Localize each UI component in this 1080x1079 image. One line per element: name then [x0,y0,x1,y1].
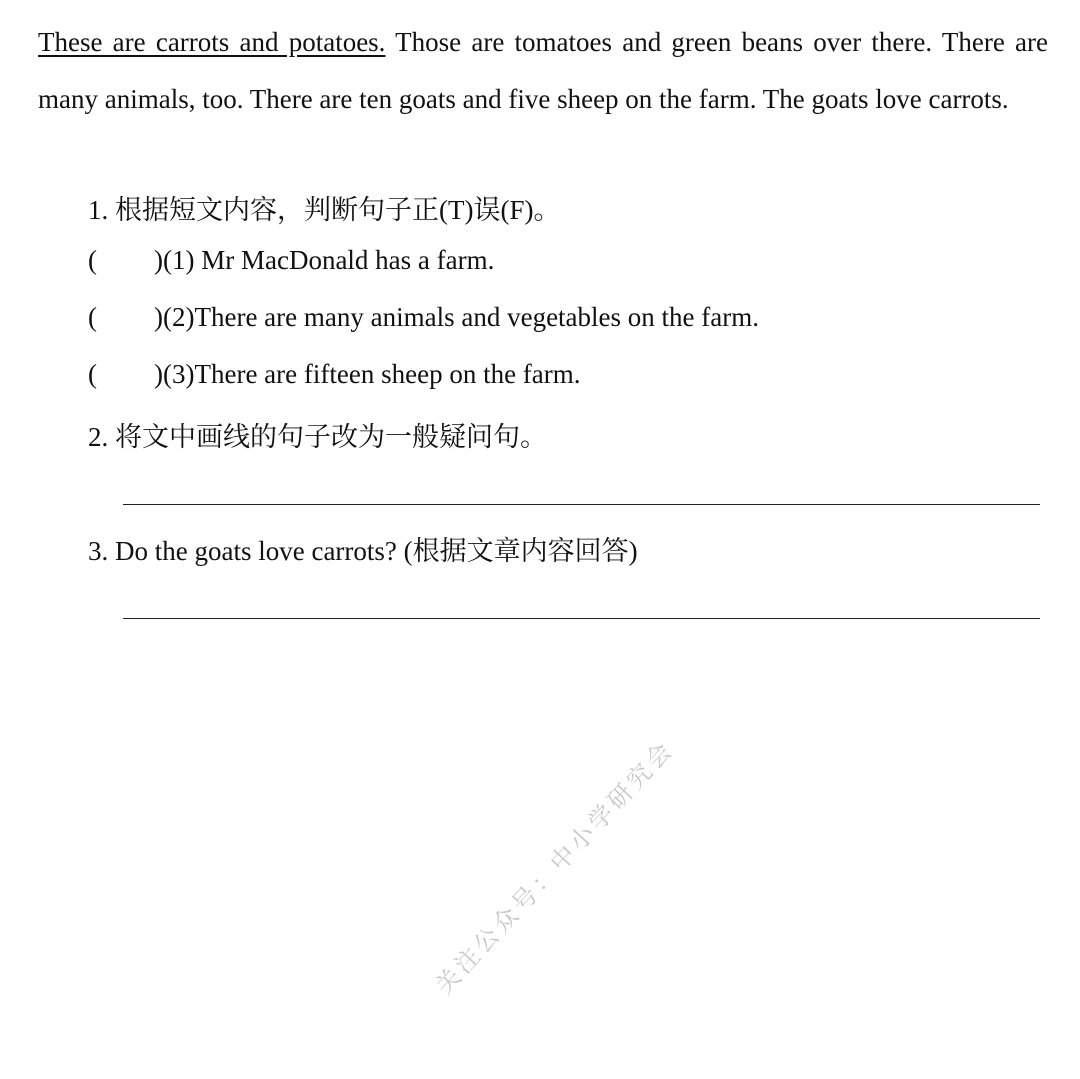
question-2-instruction: 将文中画线的句子改为一般疑问句。 [115,422,547,452]
question-1-number: 1. [88,195,109,225]
question-2-heading [88,415,547,454]
true-false-item-2 [88,302,759,338]
true-false-statement-1: )(1) Mr MacDonald has a farm. [154,245,495,275]
question-2-number: 2. [88,422,109,452]
question-1-instruction: 根据短文内容，判断句子正(T)误(F)。 [115,195,561,225]
question-3-answer-line[interactable] [123,618,1040,619]
true-false-statement-2: )(2)There are many animals and vegetables on the farm. [154,302,759,332]
true-false-item-1 [88,245,494,281]
true-false-item-3 [88,359,581,395]
question-3-heading: 3. Do the goats love carrots? (根据文章内容回答) [88,536,638,566]
reading-passage [38,14,1048,128]
question-1-heading [88,188,560,227]
watermark: 关注公众号：中小学研究会 [430,734,680,1000]
passage-text: Those are tomatoes and green beans over there. There are many animals, too. There are ten goats and five sheep on the farm. The goats love carrots. [38,27,1048,114]
answer-blank-2[interactable]: ( [88,302,97,332]
underlined-sentence: These are carrots and potatoes. [38,27,386,57]
true-false-statement-3: )(3)There are fifteen sheep on the farm. [154,359,581,389]
question-2-answer-line[interactable] [123,504,1040,505]
answer-blank-1[interactable]: ( [88,245,97,275]
answer-blank-3[interactable]: ( [88,359,97,389]
